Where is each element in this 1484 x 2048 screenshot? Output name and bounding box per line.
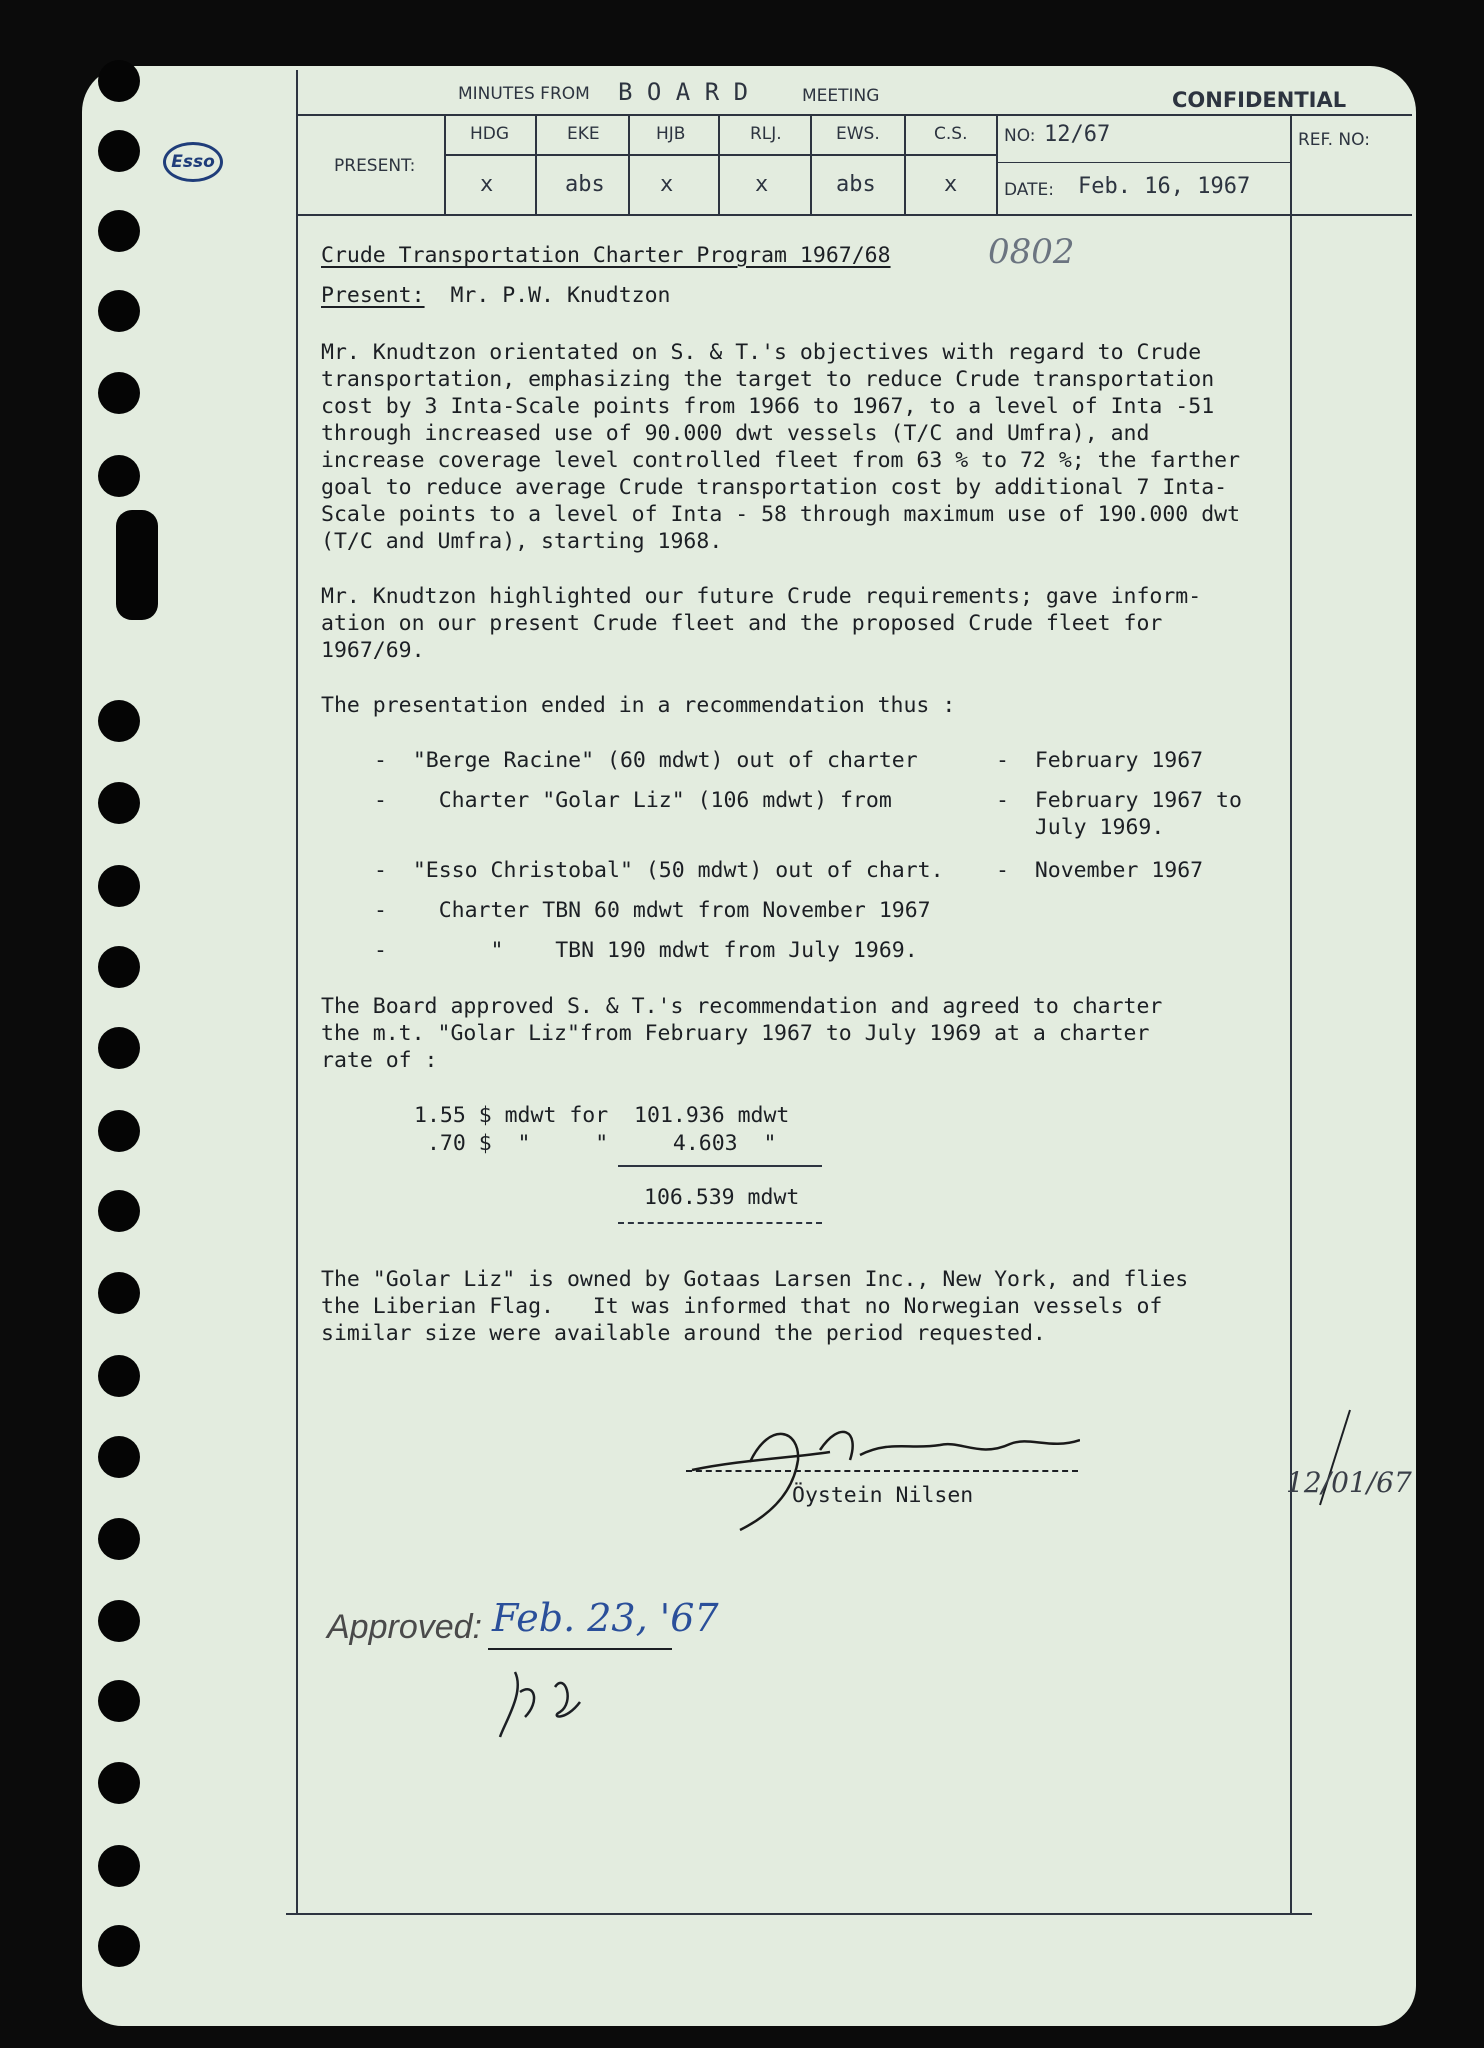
minutes-from-label: MINUTES FROM	[458, 84, 590, 104]
approved-underline	[488, 1648, 672, 1650]
paragraph-line: The "Golar Liz" is owned by Gotaas Larsen Inc., New York, and flies	[321, 1267, 1189, 1292]
paragraph-line: rate of :	[321, 1048, 438, 1073]
attendee-mark: abs	[565, 172, 605, 197]
meeting-label: MEETING	[802, 86, 880, 106]
present-line	[321, 282, 671, 309]
table-col-rule	[904, 114, 906, 214]
binder-hole	[98, 1762, 140, 1804]
present-label: PRESENT:	[334, 156, 416, 176]
attendee-code: C.S.	[934, 124, 968, 144]
ref-col-rule	[1290, 114, 1292, 1914]
present-line-value: Mr. P.W. Knudtzon	[450, 283, 671, 308]
no-label: NO:	[1004, 126, 1036, 146]
table-col-rule	[535, 114, 537, 214]
binder-hole	[98, 130, 140, 172]
table-col-rule	[444, 114, 446, 214]
form-left-rule	[296, 70, 298, 1915]
binder-hole	[98, 1436, 140, 1478]
table-col-rule	[810, 114, 812, 214]
paragraph-line: cost by 3 Inta-Scale points from 1966 to 1967, to a level of Inta -51	[321, 394, 1215, 419]
binder-hole	[98, 1190, 140, 1232]
attendee-code: HJB	[656, 124, 686, 144]
ref-no-label: REF. NO:	[1298, 130, 1370, 150]
date-value: Feb. 16, 1967	[1078, 174, 1251, 199]
paragraph-line: The presentation ended in a recommendation thus :	[321, 693, 956, 718]
binder-hole	[98, 1027, 140, 1069]
no-value: 12/67	[1044, 122, 1111, 147]
binder-hole	[98, 865, 140, 907]
margin-note: 12/01/67	[1286, 1466, 1412, 1499]
binder-hole	[98, 372, 140, 414]
table-col-rule	[628, 114, 630, 214]
paragraph-line: Mr. Knudtzon orientated on S. & T.'s objectives with regard to Crude	[321, 340, 1202, 365]
esso-logo: Esso	[163, 142, 223, 182]
attendee-mark: x	[660, 172, 674, 197]
approved-date: Feb. 23, '67	[492, 1596, 719, 1640]
binder-hole	[98, 782, 140, 824]
table-col-rule	[718, 114, 720, 214]
attendee-code: EKE	[567, 124, 600, 144]
attendee-code: RLJ.	[750, 124, 782, 144]
binder-hole	[98, 1600, 140, 1642]
paragraph-line: Mr. Knudtzon highlighted our future Crude requirements; gave inform-	[321, 584, 1202, 609]
binder-hole	[98, 946, 140, 988]
sum-rule	[618, 1165, 822, 1167]
paragraph-line: goal to reduce average Crude transportation cost by additional 7 Inta-	[321, 475, 1228, 500]
recommendation-item: - Charter TBN 60 mdwt from November 1967	[374, 898, 931, 923]
binder-hole	[98, 1518, 140, 1560]
total-underline	[618, 1222, 822, 1224]
attendee-mark: abs	[836, 172, 876, 197]
approval-initials	[495, 1662, 605, 1742]
no-date-rule	[996, 162, 1290, 163]
binder-hole	[98, 1272, 140, 1314]
signatory-name: Öystein Nilsen	[792, 1483, 974, 1508]
paragraph-line: similar size were available around the period requested.	[321, 1321, 1046, 1346]
handwritten-code: 0802	[988, 232, 1075, 272]
binder-hole	[98, 1845, 140, 1887]
binder-hole	[98, 1355, 140, 1397]
recommendation-date: - February 1967 to July 1969.	[996, 788, 1242, 840]
rate-line: 1.55 $ mdwt for 101.936 mdwt	[414, 1103, 790, 1128]
binder-hole	[98, 1110, 140, 1152]
rate-total: 106.539 mdwt	[644, 1185, 800, 1210]
paragraph-line: increase coverage level controlled fleet from 63 % to 72 %; the farther	[321, 448, 1241, 473]
attendee-mark: x	[480, 172, 494, 197]
paragraph-line: ation on our present Crude fleet and the proposed Crude fleet for	[321, 611, 1163, 636]
attendee-code: EWS.	[836, 124, 880, 144]
form-bottom-rule	[286, 1913, 1312, 1915]
approved-label: Approved:	[327, 1608, 482, 1646]
form-header-bottom-rule	[296, 214, 1412, 216]
date-label: DATE:	[1004, 180, 1054, 200]
confidential-label: CONFIDENTIAL	[1172, 88, 1347, 112]
recommendation-date: - February 1967	[996, 748, 1204, 773]
recommendation-item: - " TBN 190 mdwt from July 1969.	[374, 938, 918, 963]
paragraph-line: through increased use of 90.000 dwt vessels (T/C and Umfra), and	[321, 421, 1150, 446]
paragraph-line: The Board approved S. & T.'s recommendation and agreed to charter	[321, 994, 1163, 1019]
binder-hole	[98, 455, 140, 497]
margin-tick	[1300, 1405, 1390, 1525]
rate-line: .70 $ " " 4.603 "	[414, 1131, 777, 1156]
paragraph-line: 1967/69.	[321, 638, 425, 663]
paragraph-line: (T/C and Umfra), starting 1968.	[321, 529, 723, 554]
paragraph-line: transportation, emphasizing the target to reduce Crude transportation	[321, 367, 1215, 392]
signature-line	[686, 1470, 1078, 1472]
binder-hole	[98, 60, 140, 102]
attendee-mark: x	[755, 172, 769, 197]
page-title: Crude Transportation Charter Program 1967/68	[321, 243, 891, 268]
recommendation-item: - "Berge Racine" (60 mdwt) out of charter	[374, 748, 918, 773]
recommendation-date: - November 1967	[996, 858, 1204, 883]
attendee-code: HDG	[470, 124, 510, 144]
attendee-mark: x	[944, 172, 958, 197]
recommendation-item: - "Esso Christobal" (50 mdwt) out of chart.	[374, 858, 944, 883]
binder-hole	[98, 1925, 140, 1967]
paragraph-line: Scale points to a level of Inta - 58 through maximum use of 190.000 dwt	[321, 502, 1241, 527]
board-label: B O A R D	[618, 78, 749, 106]
binder-hole	[98, 210, 140, 252]
binder-hole	[98, 1680, 140, 1722]
recommendation-item: - Charter "Golar Liz" (106 mdwt) from	[374, 788, 892, 813]
present-line-label: Present:	[321, 283, 425, 308]
binder-hole	[98, 290, 140, 332]
paragraph-line: the m.t. "Golar Liz"from February 1967 to July 1969 at a charter	[321, 1021, 1150, 1046]
table-row-rule	[444, 154, 996, 156]
table-col-rule	[996, 114, 998, 214]
paragraph-line: the Liberian Flag. It was informed that no Norwegian vessels of	[321, 1294, 1163, 1319]
binder-hole	[98, 700, 140, 742]
form-header-rule	[296, 114, 1412, 116]
binder-slot	[116, 510, 158, 620]
